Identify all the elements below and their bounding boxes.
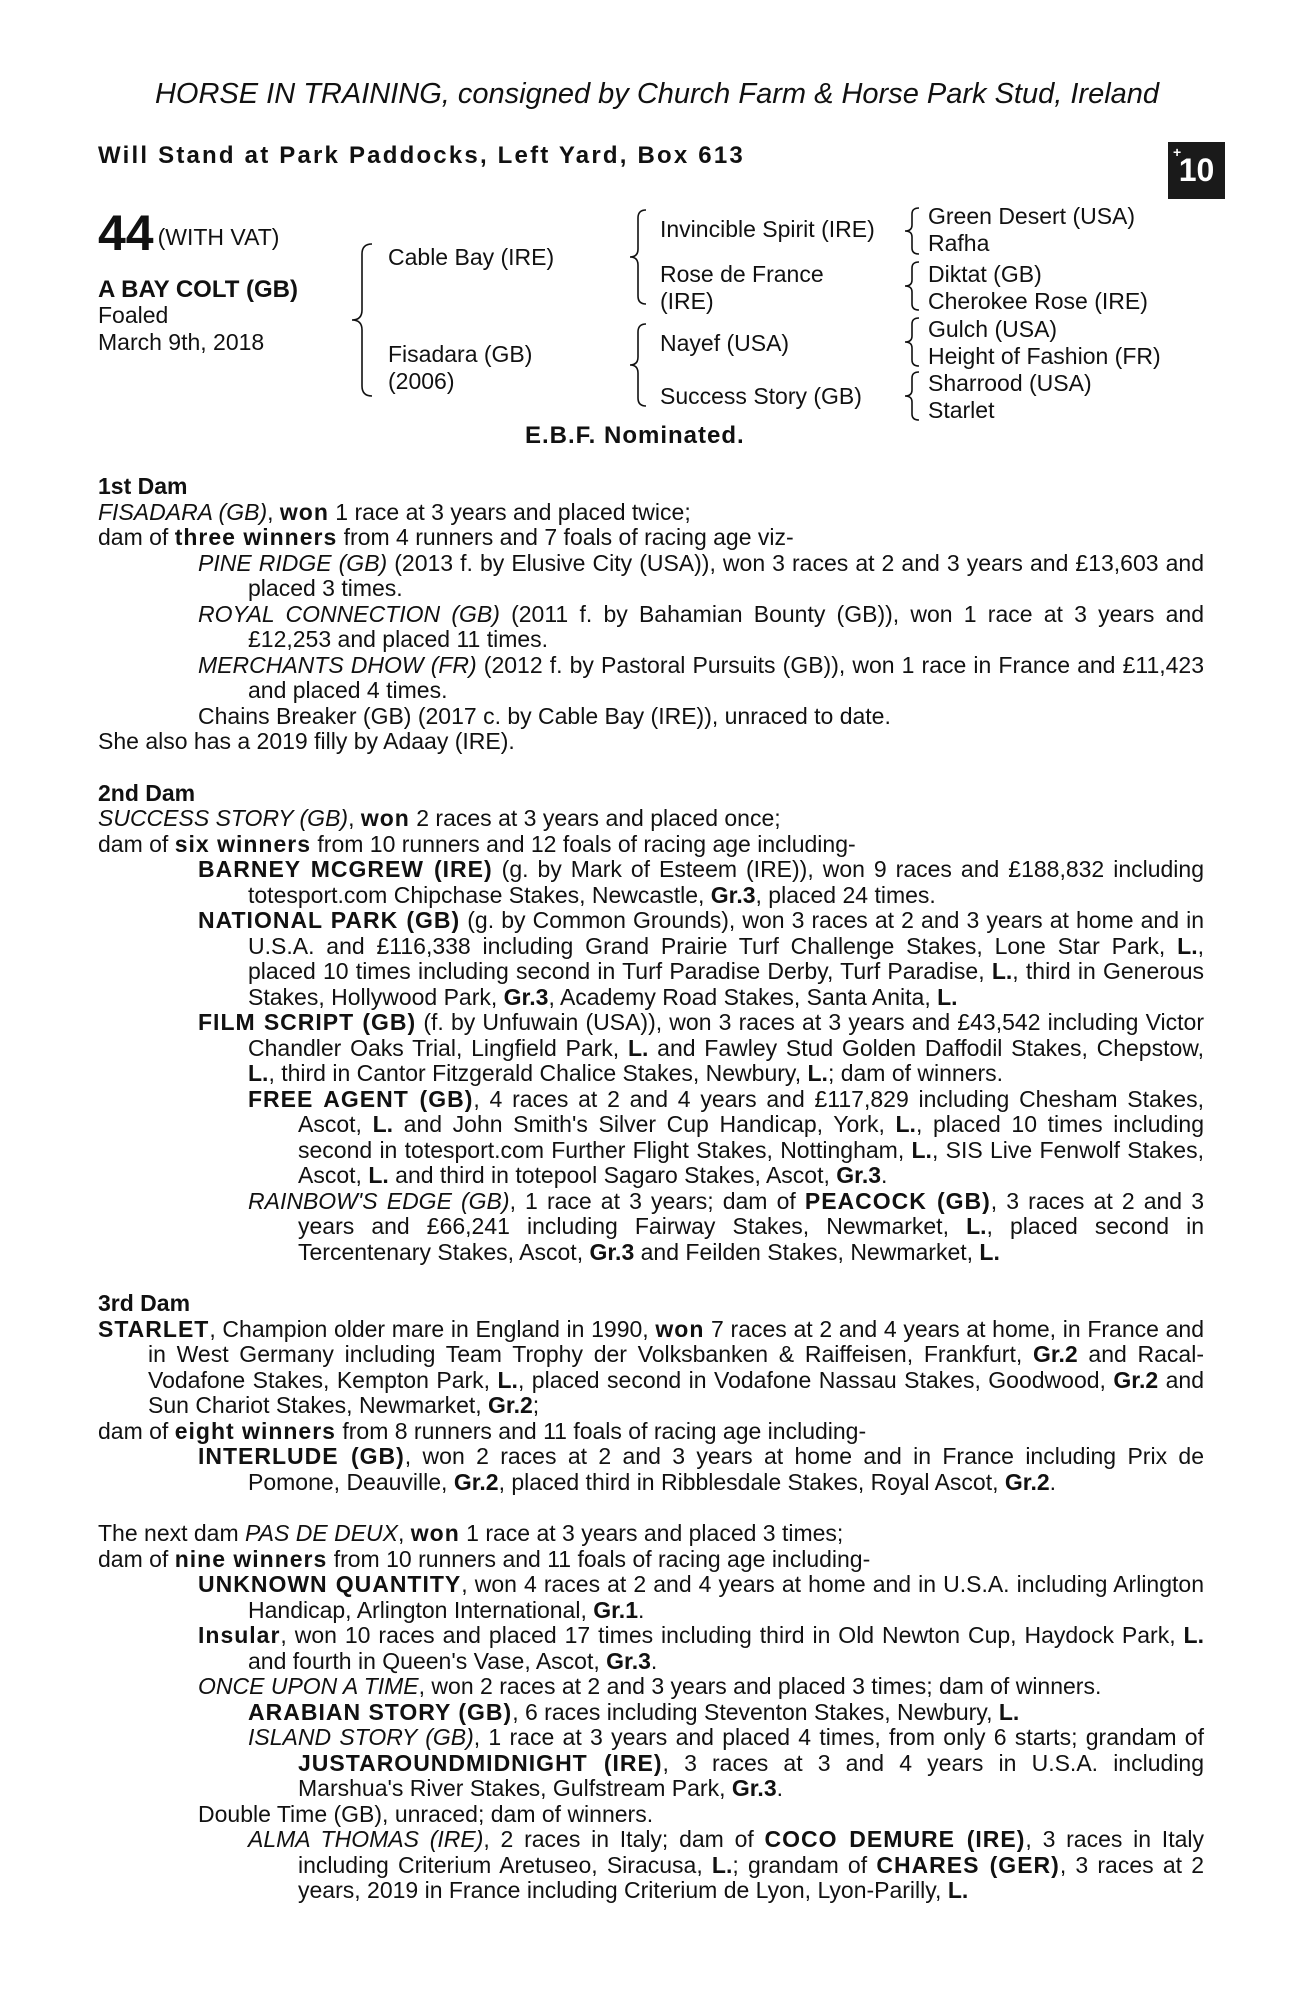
third-dam-line2: dam of eight winners from 8 runners and 11 foals of racing age including-: [98, 1417, 867, 1444]
badge-text: 10: [1178, 152, 1215, 188]
first-dam-progeny-3: MERCHANTS DHOW (FR) (2012 f. by Pastoral Pursuits (GB)), won 1 race in France and £11,423 and placed 4 times.: [198, 651, 1205, 703]
next-dam-double-time: Double Time (GB), unraced; dam of winners.: [198, 1800, 654, 1827]
next-dam-alma-thomas: ALMA THOMAS (IRE), 2 races in Italy; dam of COCO DEMURE (IRE), 3 races in Italy including Criterium Aretuseo, Siracusa, L.; grandam of CHARES (GER), 3 races at 2 years, 2019 in France including Criterium de Lyon, Lyon-Parilly, L.: [248, 1826, 1204, 1903]
second-dam-national-park: NATIONAL PARK (GB) (g. by Common Grounds), won 3 races at 2 and 3 years at home and in U.S.A. and £116,338 including Grand Prairie Turf Challenge Stakes, Lone Star Park, L., placed 10 times including second in Turf Paradise Derby, Turf Paradise, L., third in Generous Stakes, Hollywood Park, Gr.3, Academy Road Stakes, Santa Anita, L.: [198, 907, 1204, 1010]
pedigree-brace-dam: [628, 322, 648, 408]
next-dam-insular: Insular, won 10 races and placed 17 times including third in Old Newton Cup, Haydock Park, L. and fourth in Queen's Vase, Ascot, Gr.3.: [198, 1622, 1204, 1674]
next-dam-once-upon-a-time: ONCE UPON A TIME, won 2 races at 2 and 3 years and placed 3 times; dam of winners.: [198, 1673, 1102, 1699]
pedigree-brace-main: [350, 242, 374, 398]
foaled-date: March 9th, 2018: [98, 329, 265, 355]
pedigree-sdd: Cherokee Rose (IRE): [928, 288, 1148, 314]
pedigree-brace-sd: [903, 260, 921, 312]
pedigree-sire: Cable Bay (IRE): [388, 244, 555, 270]
second-dam-barney: BARNEY MCGREW (IRE) (g. by Mark of Esteem (IRE)), won 9 races and £188,832 including totesport.com Chipchase Stakes, Newcastle, Gr.3, placed 24 times.: [198, 856, 1204, 908]
pedigree-dam: Fisadara (GB): [388, 341, 533, 367]
lot-number: 44: [98, 205, 154, 261]
next-dam-line1: The next dam PAS DE DEUX, won 1 race at 3 years and placed 3 times;: [98, 1520, 844, 1546]
next-dam-arabian-story: ARABIAN STORY (GB), 6 races including Steventon Stakes, Newbury, L.: [248, 1698, 1020, 1725]
second-dam-film-script: FILM SCRIPT (GB) (f. by Unfuwain (USA)), won 3 races at 3 years and £43,542 including Victor Chandler Oaks Trial, Lingfield Park, L. and Fawley Stud Golden Daffodil Stakes, Chepstow, L., third in Cantor Fitzgerald Chalice Stakes, Newbury, L.; dam of winners.: [198, 1009, 1205, 1086]
pedigree-brace-ds: [903, 316, 921, 368]
first-dam-heading: 1st Dam: [98, 473, 188, 499]
catalogue-body: [98, 474, 1204, 1904]
pedigree-ss: Invincible Spirit (IRE): [660, 216, 875, 242]
lot-vat: (WITH VAT): [157, 224, 280, 250]
first-dam-line1: FISADARA (GB), won 1 race at 3 years and placed twice;: [98, 498, 691, 525]
pedigree-sss: Green Desert (USA): [928, 203, 1136, 229]
second-dam-rainbows-edge: RAINBOW'S EDGE (GB), 1 race at 3 years; dam of PEACOCK (GB), 3 races at 2 and 3 years and £66,241 including Fairway Stakes, Newmarket, L., placed second in Tercentenary Stakes, Ascot, Gr.3 and Feilden Stakes, Newmarket, L.: [248, 1187, 1205, 1265]
pedigree-dam-year: (2006): [388, 368, 455, 394]
badge-plus: +: [1173, 144, 1182, 160]
pedigree-dss: Gulch (USA): [928, 316, 1058, 342]
pedigree-dd: Success Story (GB): [660, 383, 862, 409]
first-dam-progeny-4: Chains Breaker (GB) (2017 c. by Cable Bay (IRE)), unraced to date.: [198, 702, 891, 729]
lot-name: A BAY COLT (GB): [98, 276, 299, 303]
pedigree-ssd: Rafha: [928, 230, 990, 256]
pedigree-sd-2: (IRE): [660, 288, 714, 314]
pedigree-sds: Diktat (GB): [928, 261, 1042, 287]
pedigree-dds: Sharrood (USA): [928, 370, 1092, 396]
pedigree-ddd: Starlet: [928, 397, 995, 423]
next-dam-island-story: ISLAND STORY (GB), 1 race at 3 years and placed 4 times, from only 6 starts; grandam of JUSTAROUNDMIDNIGHT (IRE), 3 races at 3 and 4 years in U.S.A. including Marshua's River Stakes, Gulfstream Park, Gr.3.: [248, 1724, 1204, 1801]
ebf-nominated: E.B.F. Nominated.: [525, 422, 745, 449]
next-dam-line2: dam of nine winners from 10 runners and 11 foals of racing age including-: [98, 1545, 871, 1572]
second-dam-line2: dam of six winners from 10 runners and 12 foals of racing age including-: [98, 830, 856, 857]
third-dam-starlet: STARLET, Champion older mare in England in 1990, won 7 races at 2 and 4 years at home, in France and in West Germany including Team Trophy der Volksbanken & Raiffeisen, Frankfurt, Gr.2 and Racal-Vodafone Stakes, Kempton Park, L., placed second in Vodafone Nassau Stakes, Goodwood, Gr.2 and Sun Chariot Stakes, Newmarket, Gr.2;: [98, 1315, 1205, 1418]
first-dam-line2: dam of three winners from 4 runners and 7 foals of racing age viz-: [98, 524, 794, 550]
second-dam-heading: 2nd Dam: [98, 779, 196, 806]
first-dam-progeny-1: PINE RIDGE (GB) (2013 f. by Elusive City (USA)), won 3 races at 2 and 3 years and £13,603 and placed 3 times.: [198, 549, 1204, 601]
second-dam-line1: SUCCESS STORY (GB), won 2 races at 3 years and placed once;: [98, 805, 781, 831]
page-title: HORSE IN TRAINING, consigned by Church Farm & Horse Park Stud, Ireland: [154, 78, 1160, 110]
first-dam-progeny-5: She also has a 2019 filly by Adaay (IRE).: [98, 728, 515, 754]
pedigree-dsd: Height of Fashion (FR): [928, 343, 1161, 369]
pedigree-brace-dd: [903, 370, 921, 422]
third-dam-heading: 3rd Dam: [98, 1290, 191, 1316]
foaled-label: Foaled: [98, 302, 169, 328]
next-dam-unknown-quantity: UNKNOWN QUANTITY, won 4 races at 2 and 4 years at home and in U.S.A. including Arlington Handicap, Arlington International, Gr.1.: [198, 1571, 1204, 1623]
pedigree-brace-sire: [628, 208, 648, 306]
lot-number-line: [98, 204, 279, 262]
pedigree-ds: Nayef (USA): [660, 330, 790, 356]
first-dam-progeny-2: ROYAL CONNECTION (GB) (2011 f. by Bahamian Bounty (GB)), won 1 race at 3 years and £12,253 and placed 11 times.: [198, 600, 1204, 652]
pedigree-brace-ss: [903, 206, 921, 256]
pedigree-sd-1: Rose de France: [660, 261, 824, 287]
third-dam-interlude: INTERLUDE (GB), won 2 races at 2 and 3 years at home and in France including Prix de Pomone, Deauville, Gr.2, placed third in Ribblesdale Stakes, Royal Ascot, Gr.2.: [198, 1443, 1205, 1495]
lot-badge: [1168, 142, 1225, 199]
stand-location: Will Stand at Park Paddocks, Left Yard, Box 613: [98, 142, 745, 169]
second-dam-free-agent: FREE AGENT (GB), 4 races at 2 and 4 years and £117,829 including Chesham Stakes, Ascot, L. and John Smith's Silver Cup Handicap, York, L., placed 10 times including second in totesport.com Further Flight Stakes, Nottingham, L., SIS Live Fenwolf Stakes, Ascot, L. and third in totepool Sagaro Stakes, Ascot, Gr.3.: [248, 1085, 1204, 1188]
